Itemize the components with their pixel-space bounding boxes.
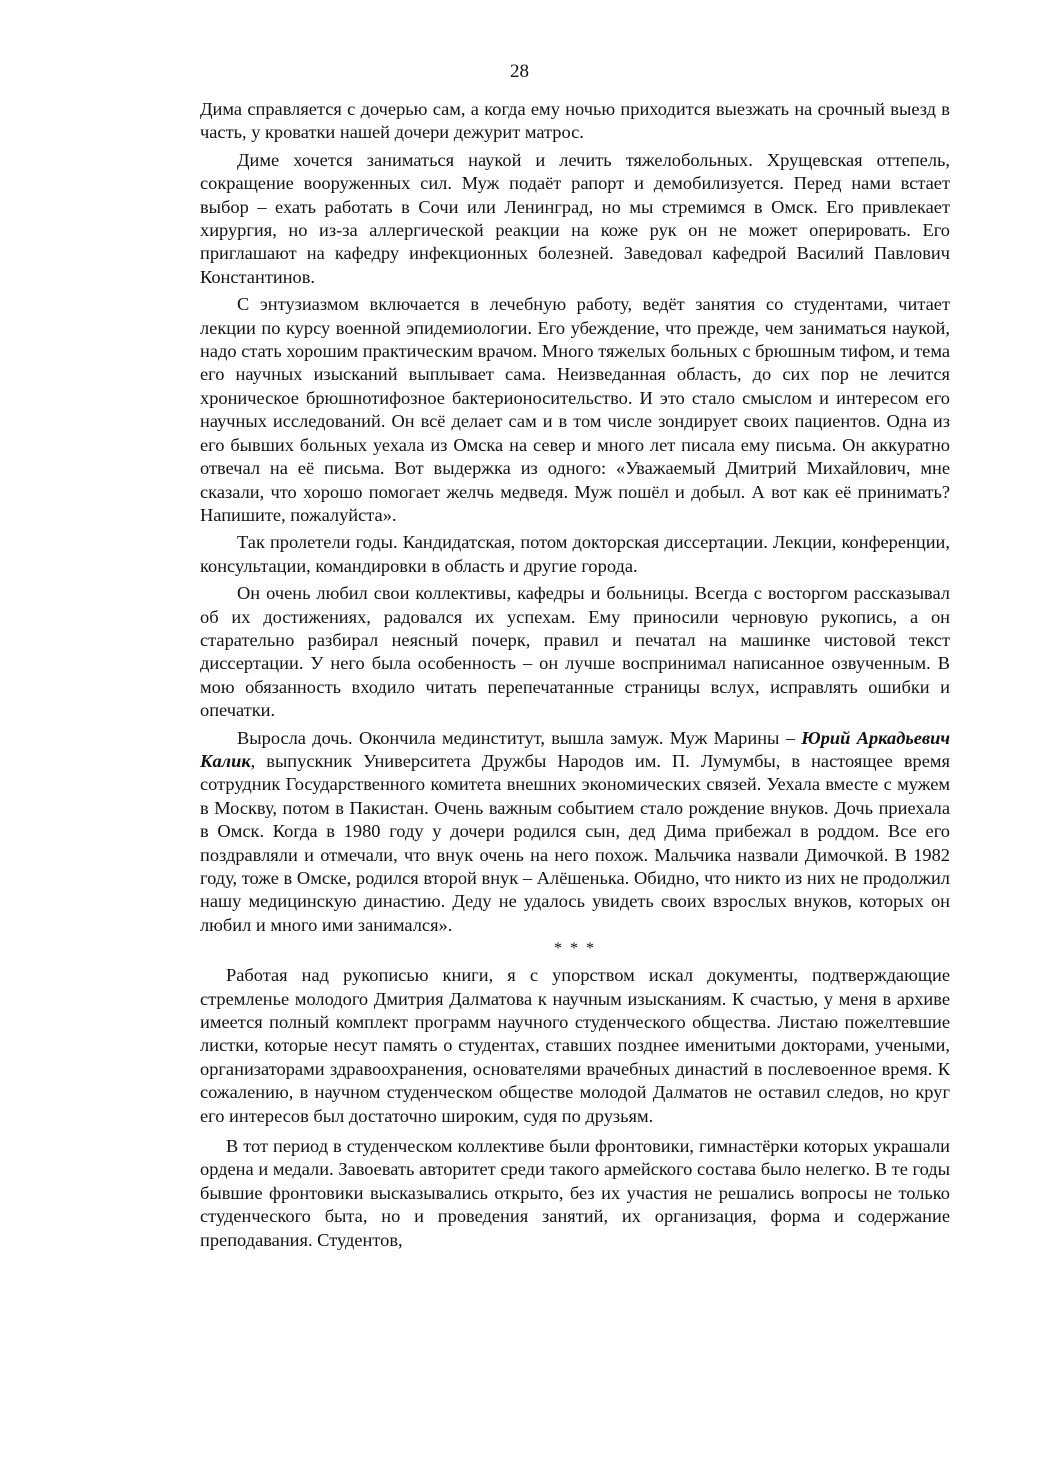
body-text [200, 98, 950, 1259]
paragraph-6 [200, 727, 950, 938]
paragraph-7: Работая над рукописью книги, я с упорством искал документы, подтверждающие стремленье молодого Дмитрия Далматова к научным изысканиям. К счастью, у меня в архиве имеется полный комплект программ научного студенческого общества. Листаю пожелтевшие листки, которые несут память о студентах, ставших позднее именитыми докторами, учеными, организаторами здравоохранения, основателями врачебных династий в послевоенное время. К сожалению, в научном студенческом обществе молодой Далматов не оставил следов, но круг его интересов был достаточно широким, судя по друзьям. [200, 965, 950, 1126]
paragraph-8: В тот период в студенческом коллективе были фронтовики, гимнастёрки которых украшали ордена и медали. Завоевать авторитет среди такого армейского состава было нелегко. В те годы бывшие фронтовики высказывались открыто, без их участия не решались вопросы не только студенческого быта, но и проведения занятий, их организация, форма и содержание преподавания. Студентов, [200, 1136, 950, 1250]
person-name-emphasis: Юрий Аркадьевич Калик [200, 727, 950, 771]
paragraph-1: Дима справляется с дочерью сам, а когда ему ночью приходится выезжать на срочный выезд в часть, у кроватки нашей дочери дежурит матрос. [200, 99, 950, 143]
paragraph-5: Он очень любил свои коллективы, кафедры и больницы. Всегда с восторгом рассказывал об их достижениях, радовался их успехам. Ему приносили черновую рукопись, а он старательно разбирал неясный почерк, правил и печатал на машинке чистовой текст диссертации. У него была особенность – он лучше воспринимал написанное озвученным. В мою обязанность входило читать перепечатанные страницы вслух, исправлять ошибки и опечатки. [200, 583, 950, 721]
paragraph-3: С энтузиазмом включается в лечебную работу, ведёт занятия со студентами, читает лекции по курсу военной эпидемиологии. Его убеждение, что прежде, чем заниматься наукой, надо стать хорошим практическим врачом. Много тяжелых больных с брюшным тифом, и тема его научных изысканий выплывает сама. Неизведанная область, до сих пор не лечится хроническое брюшнотифозное бактерионосительство. И это стало смыслом и интересом его научных исследований. Он всё делает сам и в том числе зондирует своих пациентов. Одна из его бывших больных уехала из Омска на север и много лет писала ему письма. Он аккуратно отвечал на её письма. Вот выдержка из одного: «Уважаемый Дмитрий Михайлович, мне сказали, что хорошо помогает желчь медведя. Муж пошёл и добыл. А вот как её принимать? Напишите, пожалуйста». [200, 294, 950, 525]
page-number: 28 [510, 61, 529, 82]
section-separator: * * * [554, 940, 596, 958]
paragraph-2: Диме хочется заниматься наукой и лечить тяжелобольных. Хрущевская оттепель, сокращение вооруженных сил. Муж подаёт рапорт и демобилизуется. Перед нами встает выбор – ехать работать в Сочи или Ленинград, но мы стремимся в Омск. Его привлекает хирургия, но из-за аллергической реакции на коже рук он не может оперировать. Его приглашают на кафедру инфекционных болезней. Заведовал кафедрой Василий Павлович Константинов. [200, 149, 950, 287]
paragraph-6-rest: , выпускник Университета Дружбы Народов им. П. Лумумбы, в настоящее время сотрудник Государственного комитета внешних экономических связей. Уехала вместе с мужем в Москву, потом в Пакистан. Очень важным событием стало рождение внуков. Дочь приехала в Омск. Когда в 1980 году у дочери родился сын, дед Дима прибежал в роддом. Все его поздравляли и отмечали, что внук очень на него похож. Мальчика назвали Димочкой. В 1982 году, тоже в Омске, родился второй внук – Алёшенька. Обидно, что никто из них не продолжил нашу медицинскую династию. Деду не удалось увидеть своих взрослых внуков, которых он любил и много ими занимался». [200, 750, 950, 935]
paragraph-6-lead: Выросла дочь. Окончила мединститут, вышла замуж. Муж Марины – [237, 727, 802, 748]
paragraph-4: Так пролетели годы. Кандидатская, потом докторская диссертации. Лекции, конференции, консультации, командировки в область и другие города. [200, 532, 950, 576]
